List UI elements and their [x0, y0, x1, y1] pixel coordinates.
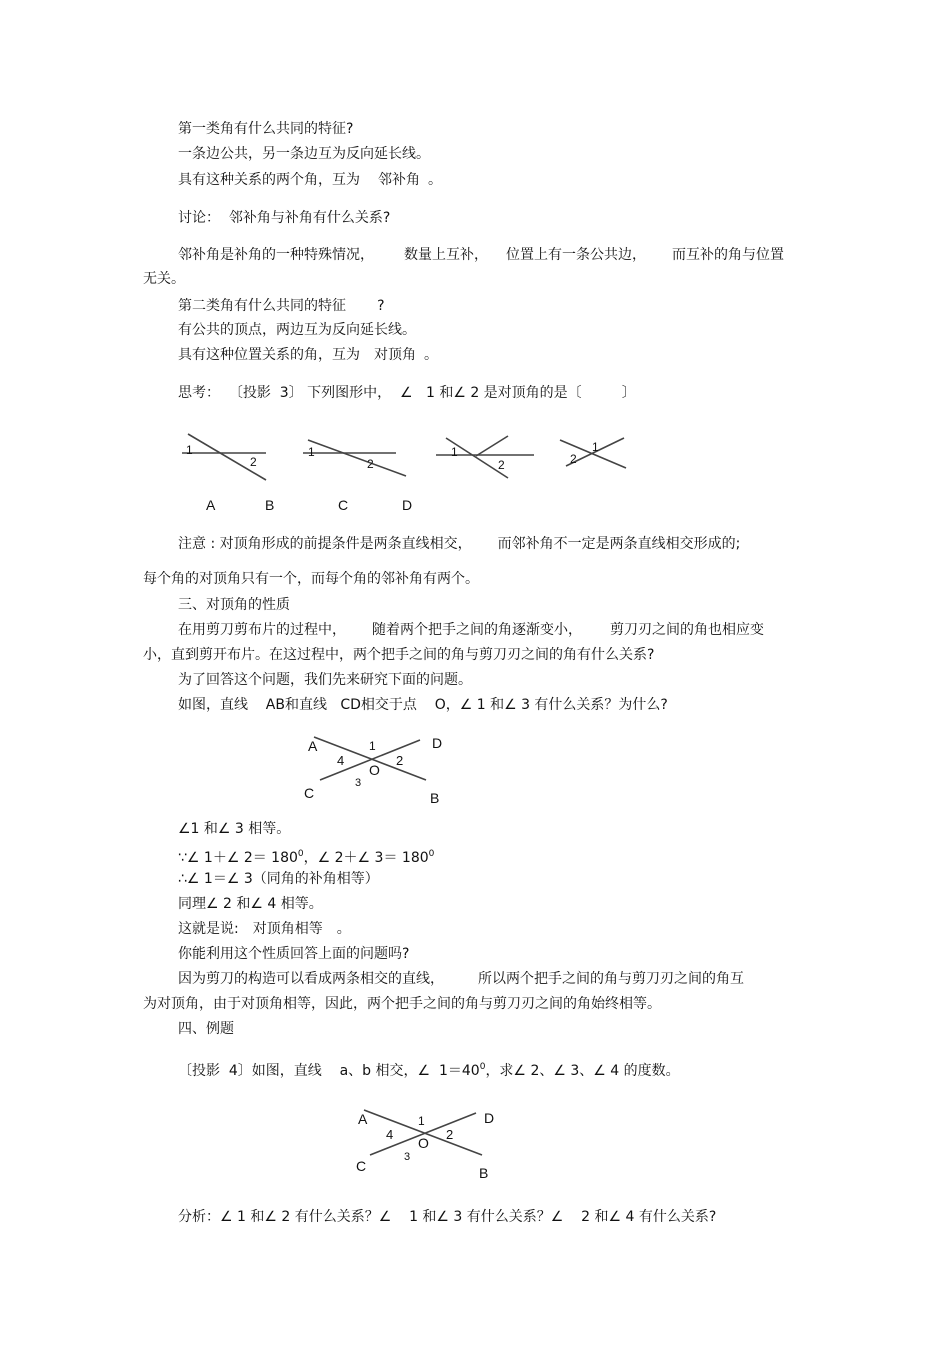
option-d-label-2: 2	[570, 452, 577, 466]
figure-question: 如图，直线 AB和直线 CD相交于点 O，∠ 1 和∠ 3 有什么关系？为什么?	[178, 697, 668, 713]
term-vertical-angles-equal: 对顶角相等	[252, 921, 323, 937]
answer-second-type: 有公共的顶点，两边互为反向延长线。	[178, 322, 416, 338]
discussion-answer-line2: 无关。	[143, 271, 185, 287]
fig2-label-3: 3	[404, 1151, 411, 1163]
option-b-label-1: 1	[308, 445, 315, 459]
answer-first-type: 一条边公共，另一条边互为反向延长线。	[178, 146, 430, 162]
option-c-label-2: 2	[498, 458, 505, 472]
definition-vertical-line: 具有这种位置关系的角，互为 对顶角 。	[178, 347, 438, 363]
fig1-label-b: B	[430, 790, 440, 806]
intersecting-lines-figure	[300, 730, 460, 810]
option-c-label-1: 1	[451, 445, 458, 459]
note-line2: 每个角的对顶角只有一个，而每个角的邻补角有两个。	[143, 571, 479, 587]
option-d: D	[402, 497, 413, 513]
scissors-answer-line1: 因为剪刀的构造可以看成两条相交的直线， 所以两个把手之间的角与剪刀刃之间的角互	[178, 971, 744, 987]
fig1-label-c: C	[304, 785, 315, 801]
fig1-label-4: 4	[337, 753, 345, 768]
fig2-label-2: 2	[446, 1127, 454, 1142]
fig1-label-2: 2	[396, 753, 404, 768]
example-question: 〔投影 4〕如图，直线 a、b 相交，∠ $1=40^0$，求∠ 2、∠ 3、∠ 4 的度数。	[178, 1062, 680, 1079]
result-line4: 同理∠ 2 和∠ 4 相等。	[178, 896, 323, 912]
result-line1: ∠1 和∠ 3 相等。	[178, 821, 291, 837]
question-first-type: 第一类角有什么共同的特征?	[178, 121, 354, 137]
fig2-label-a: A	[358, 1111, 368, 1127]
section-heading-3: 三、对顶角的性质	[178, 597, 290, 613]
option-d-label-1: 1	[592, 440, 599, 454]
question-second-type: 第二类角有什么共同的特征 ?	[178, 298, 385, 314]
fig2-label-1: 1	[418, 1114, 425, 1128]
fig2-label-b: B	[479, 1165, 489, 1181]
option-figures	[178, 428, 658, 488]
think-question: 思考： 〔投影 3〕 下列图形中， ∠ 1 和∠ 2 是对顶角的是〔 〕	[178, 385, 636, 401]
term-adjacent-supplementary: 邻补角	[378, 172, 420, 188]
option-figure-b	[303, 440, 406, 476]
analysis-line: 分析：∠ 1 和∠ 2 有什么关系？∠ 1 和∠ 3 有什么关系？∠ 2 和∠ 4 有什么关系?	[178, 1209, 717, 1225]
scissors-answer-line2: 为对顶角，由于对顶角相等，因此，两个把手之间的角与剪刀刃之间的角始终相等。	[143, 996, 661, 1012]
lead-in-sentence: 为了回答这个问题，我们先来研究下面的问题。	[178, 672, 472, 688]
result-line2: ∵∠ 1＋∠ $2= 180^0$，∠ 2＋∠ $3= 180^0$	[178, 849, 435, 866]
option-a: A	[206, 497, 216, 513]
option-b-label-2: 2	[367, 457, 374, 471]
apply-question: 你能利用这个性质回答上面的问题吗?	[178, 946, 410, 962]
fig1-label-3: 3	[355, 777, 362, 789]
fig1-label-o: O	[369, 762, 380, 778]
fig2-label-d: D	[484, 1110, 495, 1126]
fig1-label-d: D	[432, 735, 443, 751]
scissors-paragraph-line1: 在用剪刀剪布片的过程中， 随着两个把手之间的角逐渐变小， 剪刀刃之间的角也相应变	[178, 622, 764, 638]
term-vertical-angles: 对顶角	[374, 347, 416, 363]
discussion-question: 讨论： 邻补角与补角有什么关系?	[178, 210, 391, 226]
fig1-label-1: 1	[369, 739, 376, 753]
scissors-paragraph-line2: 小，直到剪开布片。在这过程中，两个把手之间的角与剪刀刃之间的角有什么关系?	[143, 647, 655, 663]
result-line3: ∴∠ 1＝∠ 3（同角的补角相等）	[178, 871, 379, 887]
fig2-label-o: O	[418, 1135, 429, 1151]
note-line1: 注意 : 对顶角形成的前提条件是两条直线相交， 而邻补角不一定是两条直线相交形成的;	[178, 536, 741, 552]
fig2-label-c: C	[356, 1158, 367, 1174]
discussion-answer-line1: 邻补角是补角的一种特殊情况， 数量上互补， 位置上有一条公共边， 而互补的角与位置	[178, 247, 784, 263]
example-figure	[352, 1103, 512, 1183]
fig2-label-4: 4	[386, 1127, 394, 1142]
conclusion-line: 这就是说: 对顶角相等 。	[178, 921, 351, 937]
definition-adjacent-line: 具有这种关系的两个角，互为 邻补角 。	[178, 172, 442, 188]
option-c: C	[338, 497, 349, 513]
option-a-label-2: 2	[250, 455, 257, 469]
option-a-label-1: 1	[186, 443, 193, 457]
section-heading-4: 四、例题	[178, 1021, 234, 1037]
fig1-label-a: A	[308, 738, 318, 754]
option-b: B	[265, 497, 275, 513]
